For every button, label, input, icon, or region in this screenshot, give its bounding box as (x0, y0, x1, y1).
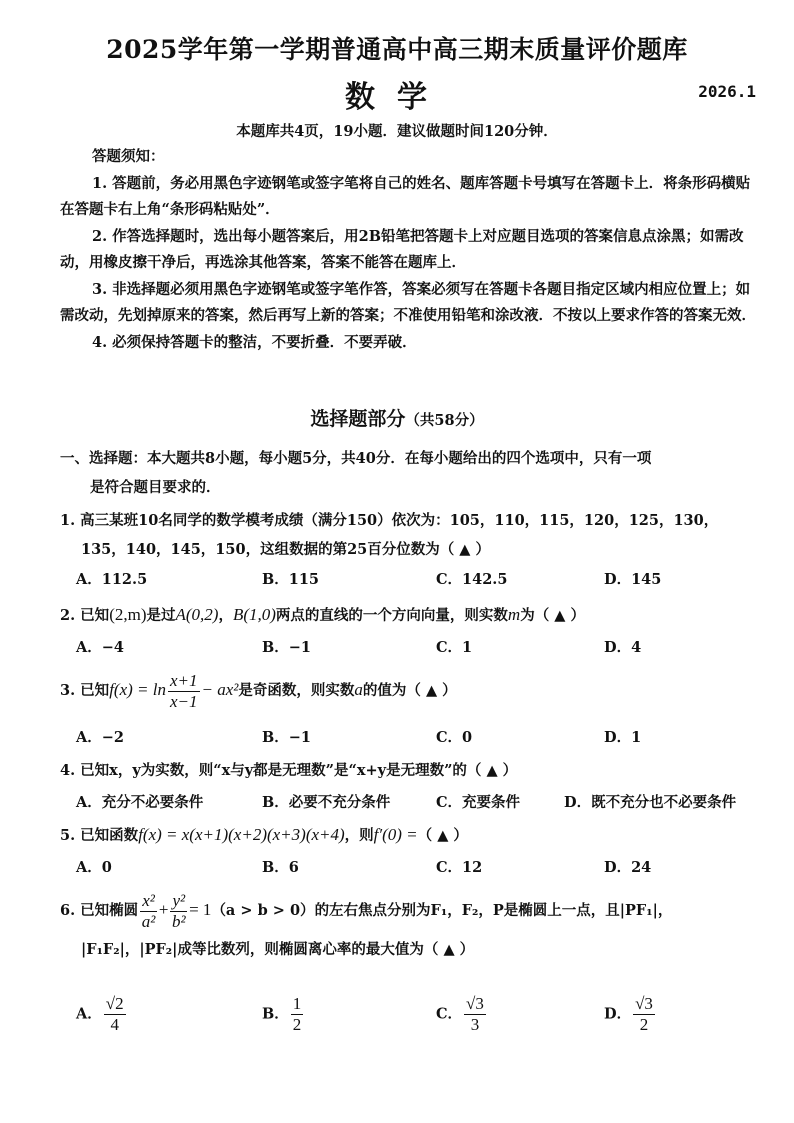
q2-point-b: B(1,0) (232, 605, 276, 624)
q5-option-a[interactable]: A．0 (76, 859, 112, 876)
q6-x-denominator: a² (141, 911, 156, 931)
q1-option-a[interactable]: A．112.5 (76, 571, 148, 588)
q6-options (76, 994, 766, 1040)
part1-intro-line1: 一、选择题：本大题共8小题，每小题5分，共40分．在每小题给出的四个选项中，只有一项 (60, 450, 652, 467)
section-score: （共58分） (405, 412, 484, 429)
q6-option-d-num: √3 (635, 994, 653, 1013)
q2-var-m: m (507, 605, 521, 624)
q3-numerator: x+1 (169, 670, 198, 690)
q2-option-b[interactable]: B．−1 (262, 639, 311, 656)
q6-option-b[interactable] (262, 994, 305, 1035)
section-title-text: 选择题部分 (310, 408, 406, 430)
q3-var-a: a (354, 680, 363, 699)
q5-options (76, 856, 766, 884)
q6-equals: = 1 (189, 900, 212, 919)
q2-vector: (2,m) (109, 605, 147, 624)
q6-x-numerator: x² (142, 890, 155, 910)
q6-option-d-fraction (633, 994, 655, 1035)
q4-stem: 4. 已知x，y为实数，则“x与y都是无理数”是“x+y是无理数”的（ ▲ ） (60, 762, 518, 779)
q6-option-b-letter: B． (262, 1005, 289, 1023)
q2-comma: ， (218, 607, 233, 624)
q1-options (76, 568, 766, 596)
q6-option-d-letter: D． (604, 1005, 632, 1023)
q2-prefix: 2. 已知 (60, 607, 110, 624)
q6-option-a-fraction (104, 994, 126, 1035)
part1-intro-line2: 是符合题目要求的． (90, 479, 221, 496)
question-6 (60, 888, 764, 964)
q6-option-b-den: 2 (292, 1015, 302, 1034)
q2-mid2: 两点的直线的一个方向向量，则实数 (275, 607, 508, 624)
q6-option-c[interactable] (436, 994, 488, 1035)
q3-suffix: 的值为（ ▲ ） (362, 682, 457, 699)
q5-stem (60, 820, 764, 850)
exam-date: 2026.1 (698, 82, 756, 101)
q5-derivative: f′(0) = (373, 825, 418, 844)
q1-stem-line1: 1. 高三某班10名同学的数学模考成绩（满分150）依次为：105，110，115，120，125，130， (60, 512, 719, 529)
q6-mid: 的左右焦点分别为F₁，F₂，P是椭圆上一点，且|PF₁|， (314, 902, 673, 919)
q2-option-d[interactable]: D．4 (604, 639, 642, 656)
q3-function: f(x) = ln (109, 680, 166, 699)
q1-option-c[interactable]: C．142.5 (436, 571, 508, 588)
q4-option-b[interactable]: B．必要不充分条件 (262, 794, 391, 811)
q6-option-a-num: √2 (105, 994, 124, 1013)
q5-expression: f(x) = x(x+1)(x+2)(x+3)(x+4) (138, 825, 345, 844)
notice-item-2: 2. 作答选择题时，选出每小题答案后，用2B铅笔把答题卡上对应题目选项的答案信息点涂黑；如需改动，用橡皮擦干净后，再选涂其他答案，答案不能答在题库上． (60, 227, 744, 271)
question-1 (60, 506, 764, 564)
q1-option-d[interactable]: D．145 (604, 571, 662, 588)
section-title (0, 404, 794, 431)
q6-option-b-num: 1 (292, 994, 302, 1013)
q6-fraction-y (170, 891, 187, 932)
notice-item-1: 1. 答题前，务必用黑色字迹钢笔或签字笔将自己的姓名、题库答题卡号填写在答题卡上．将条形码横贴在答题卡右上角“条形码粘贴处”． (60, 174, 751, 218)
q6-plus: + (158, 900, 169, 919)
q2-mid1: 是过 (146, 607, 176, 624)
q3-prefix: 3. 已知 (60, 682, 110, 699)
q3-fraction (168, 671, 200, 712)
question-5 (60, 820, 764, 850)
q6-condition: （a > b > 0） (211, 902, 315, 919)
q6-option-d[interactable] (604, 994, 657, 1035)
notice-heading: 答题须知： (92, 148, 165, 165)
q4-option-c[interactable]: C．充要条件 (436, 794, 521, 811)
q3-mid: 是奇函数，则实数 (238, 682, 355, 699)
q4-option-a[interactable]: A．充分不必要条件 (76, 794, 204, 811)
q6-stem-line1 (60, 888, 764, 933)
q5-prefix: 5. 已知函数 (60, 827, 139, 844)
subject-title: 数学 (345, 80, 449, 115)
q3-option-b[interactable]: B．−1 (262, 729, 311, 746)
exam-title: 2025学年第一学期普通高中高三期末质量评价题库 (106, 35, 688, 64)
q2-point-a: A(0,2) (175, 605, 219, 624)
q6-option-a[interactable] (76, 994, 128, 1035)
q6-option-b-fraction (291, 994, 304, 1035)
q6-option-a-den: 4 (110, 1015, 119, 1034)
q1-stem-line2: 135，140，145，150，这组数据的第25百分位数为（ ▲ ） (81, 541, 490, 558)
q2-options (76, 636, 766, 664)
q6-option-c-letter: C． (436, 1005, 463, 1023)
q3-option-c[interactable]: C．0 (436, 729, 473, 746)
q5-mid: ，则 (344, 827, 374, 844)
notice-item-3: 3. 非选择题必须用黑色字迹钢笔或签字笔作答，答案必须写在答题卡各题目指定区域内相应位置上；如需改动，先划掉原来的答案，然后再写上新的答案；不准使用铅笔和涂改液．不按以上要求作答的答案无效． (60, 280, 756, 324)
q6-option-c-num: √3 (466, 994, 484, 1013)
q5-suffix: （ ▲ ） (417, 827, 468, 844)
q4-option-d[interactable]: D．既不充分也不必要条件 (564, 794, 737, 811)
q5-option-b[interactable]: B．6 (262, 859, 299, 876)
q6-option-a-letter: A． (76, 1005, 102, 1023)
q3-denominator: x−1 (169, 691, 198, 711)
q1-option-b[interactable]: B．115 (262, 571, 320, 588)
q6-prefix: 6. 已知椭圆 (60, 902, 139, 919)
q3-options (76, 726, 766, 754)
q3-option-d[interactable]: D．1 (604, 729, 642, 746)
q6-y-numerator: y² (172, 890, 186, 910)
q5-option-d[interactable]: D．24 (604, 859, 652, 876)
q2-option-a[interactable]: A．−4 (76, 639, 124, 656)
q6-stem-line2: |F₁F₂|，|PF₂|成等比数列，则椭圆离心率的最大值为（ ▲ ） (81, 941, 475, 958)
q2-suffix: 为（ ▲ ） (520, 607, 585, 624)
q6-fraction-x (140, 891, 157, 932)
question-4 (60, 756, 764, 785)
q4-options (76, 791, 766, 819)
q2-stem (60, 600, 764, 630)
notice-item-4: 4. 必须保持答题卡的整洁，不要折叠．不要弄破． (92, 333, 417, 351)
exam-info: 本题库共4页，19小题．建议做题时间120分钟． (236, 123, 558, 140)
question-3 (60, 668, 764, 713)
question-2 (60, 600, 764, 630)
q6-option-c-den: 3 (470, 1015, 480, 1034)
q5-option-c[interactable]: C．12 (436, 859, 483, 876)
q6-y-denominator: b² (171, 911, 186, 931)
q6-option-c-fraction (464, 994, 486, 1035)
notice-block (60, 144, 762, 356)
part1-intro (60, 444, 762, 502)
q3-tail: − ax² (201, 680, 239, 699)
q3-stem (60, 668, 764, 713)
q6-option-d-den: 2 (639, 1015, 649, 1034)
q3-option-a[interactable]: A．−2 (76, 729, 124, 746)
q2-option-c[interactable]: C．1 (436, 639, 473, 656)
